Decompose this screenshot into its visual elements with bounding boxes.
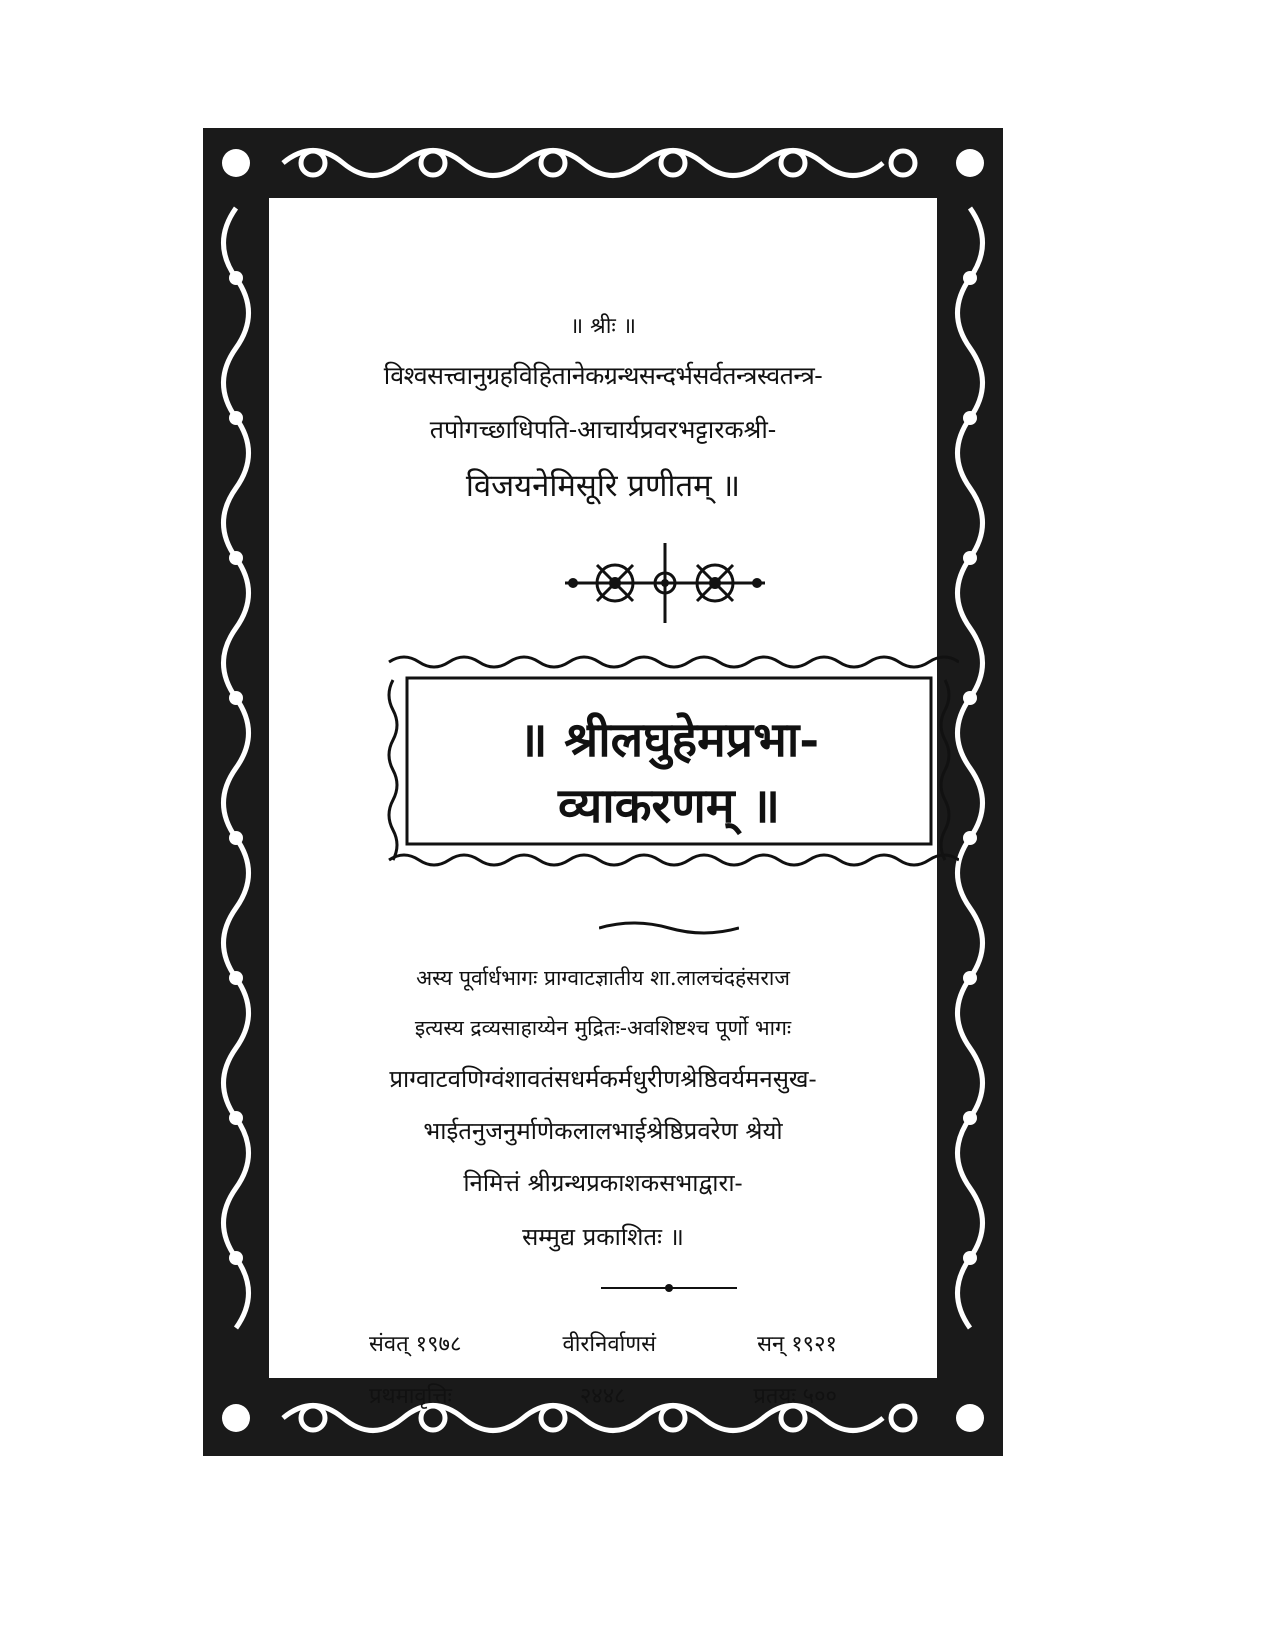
author-line-2: तपोगच्छाधिपति-आचार्यप्रवरभट्टारकश्री- (429, 415, 777, 444)
publication-line-6: सम्मुद्य प्रकाशितः ॥ (522, 1223, 684, 1251)
edition-label: प्रथमावृत्तिः (369, 1384, 453, 1409)
edition-row (369, 1380, 837, 1410)
book-title-line-2: व्याकरणम् ॥ (557, 778, 781, 834)
author-line-3: विजयनेमिसूरि प्रणीतम् ॥ (465, 468, 741, 504)
publication-line-1: अस्य पूर्वार्धभागः प्राग्वाटज्ञातीय शा.लालचंदहंसराज (416, 966, 790, 990)
author-line-1: विश्वसत्त्वानुग्रहविहितानेकग्रन्थसन्दर्भसर्वतन्त्रस्वतन्त्र- (383, 361, 823, 390)
copies-count: प्रतयः ५०० (753, 1384, 837, 1409)
title-page-content (269, 198, 937, 1409)
shri-invocation: ॥ श्रीः ॥ (569, 314, 637, 339)
publication-line-5: निमित्तं श्रीग्रन्थप्रकाशकसभाद्वारा- (463, 1169, 743, 1197)
publication-line-3: प्राग्वाटवणिग्वंशावतंसधर्मकर्मधुरीणश्रेष्ठिवर्यमनसुख- (389, 1065, 817, 1093)
samvat-year: संवत् १९७८ (369, 1332, 462, 1357)
publication-line-2: इत्यस्य द्रव्यसाहाय्येन मुद्रितः-अवशिष्टश्च पूर्णो भागः (414, 1016, 792, 1040)
floral-ornament-icon (565, 538, 765, 628)
ornamental-border (203, 128, 1003, 1456)
veer-nirvana-year: २४४८ (579, 1384, 626, 1409)
book-title-line-1: ॥ श्रीलघुहेमप्रभा- (518, 712, 820, 768)
title-panel (379, 650, 959, 872)
publication-line-4: भाईतनुजनुर्माणेकलालभाईश्रेष्ठिप्रवरेण श्रेयो (423, 1117, 783, 1145)
san-year: सन् १९२१ (757, 1332, 837, 1357)
divider-rule (601, 1283, 737, 1293)
divider-flourish (599, 916, 739, 936)
date-row (369, 1328, 837, 1358)
veer-nirvana-label: वीरनिर्वाणसं (562, 1332, 657, 1357)
